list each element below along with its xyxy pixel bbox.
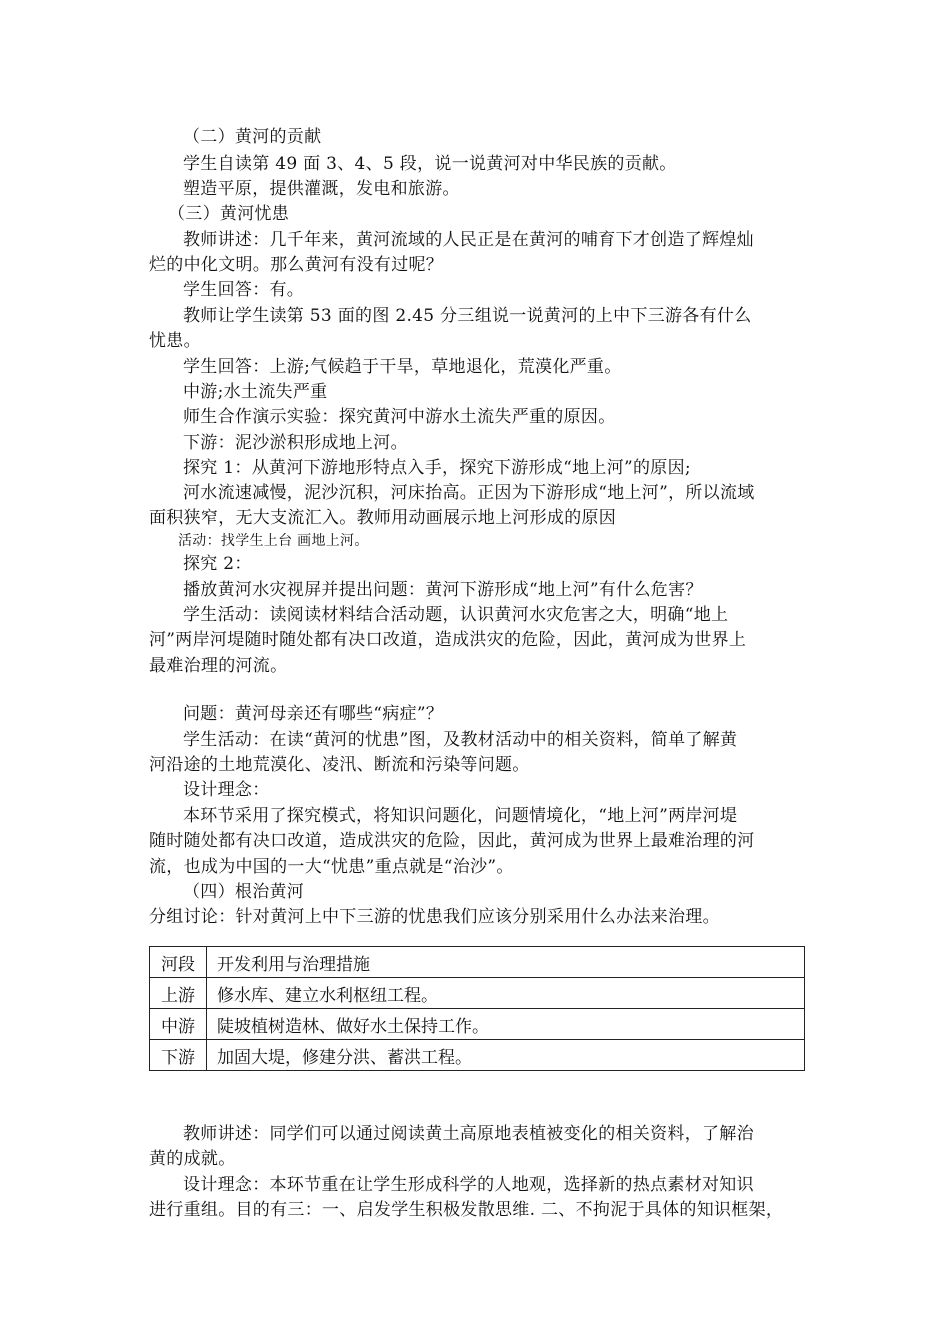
- paragraph-line: 分组讨论：针对黄河上中下三游的忧患我们应该分别采用什么办法来治理。: [149, 907, 720, 927]
- paragraph-line: 设计理念：: [183, 780, 270, 800]
- paragraph-line: 探究 2：: [183, 554, 252, 574]
- section-heading-governance: （四）根治黄河: [183, 882, 305, 902]
- table-cell: 加固大堤，修建分洪、蓄洪工程。: [207, 1040, 805, 1071]
- table-cell: 修水库、建立水利枢纽工程。: [207, 978, 805, 1009]
- river-measures-table: [149, 946, 805, 1071]
- paragraph-line: 探究 1：从黄河下游地形特点入手，探究下游形成“地上河”的原因;: [183, 458, 691, 478]
- paragraph-line: 师生合作演示实验：探究黄河中游水土流失严重的原因。: [183, 407, 616, 427]
- paragraph-line: 下游：泥沙淤积形成地上河。: [183, 433, 408, 453]
- paragraph-line: 河沿途的土地荒漠化、凌汛、断流和污染等问题。: [149, 755, 530, 775]
- paragraph-line: 本环节采用了探究模式，将知识问题化，问题情境化，“地上河”两岸河堤: [183, 806, 738, 826]
- paragraph-line: 进行重组。目的有三：一、启发学生积极发散思维. 二、不拘泥于具体的知识框架，: [149, 1200, 784, 1220]
- paragraph-line: 学生回答：有。: [183, 280, 305, 300]
- section-heading-worries: （三）黄河忧患: [168, 204, 290, 224]
- table-row: [150, 978, 805, 1009]
- table-row: [150, 1040, 805, 1071]
- table-cell: 中游: [150, 1009, 207, 1040]
- paragraph-line: 河水流速减慢，泥沙沉积，河床抬高。正因为下游形成“地上河”，所以流域: [183, 483, 755, 503]
- paragraph-line: 学生回答：上游;气候趋于干旱，草地退化，荒漠化严重。: [183, 357, 622, 377]
- paragraph-line: 最难治理的河流。: [149, 656, 288, 676]
- paragraph-line: 河”两岸河堤随时随处都有决口改道，造成洪灾的危险，因此，黄河成为世界上: [149, 630, 747, 650]
- paragraph-line: 播放黄河水灾视屏并提出问题：黄河下游形成“地上河”有什么危害？: [183, 580, 703, 600]
- table-cell: 下游: [150, 1040, 207, 1071]
- paragraph-line: 忧患。: [149, 331, 201, 351]
- paragraph-line: 塑造平原，提供灌溉，发电和旅游。: [183, 179, 460, 199]
- table-cell: 上游: [150, 978, 207, 1009]
- paragraph-line: 随时随处都有决口改道，造成洪灾的危险，因此，黄河成为世界上最难治理的河: [149, 831, 755, 851]
- paragraph-line: 问题：黄河母亲还有哪些“病症”？: [183, 704, 444, 724]
- table-row: [150, 1009, 805, 1040]
- paragraph-line: 流，也成为中国的一大“忧患”重点就是“治沙”。: [149, 857, 514, 877]
- paragraph-line: 教师讲述：同学们可以通过阅读黄土高原地表植被变化的相关资料，了解治: [183, 1124, 754, 1144]
- table-header-cell: 开发利用与治理措施: [207, 947, 805, 978]
- paragraph-line: 教师讲述：几千年来，黄河流域的人民正是在黄河的哺育下才创造了辉煌灿: [183, 230, 754, 250]
- table-header-cell: 河段: [150, 947, 207, 978]
- table-header-row: [150, 947, 805, 978]
- paragraph-line: 面积狭窄，无大支流汇入。教师用动画展示地上河形成的原因: [149, 508, 617, 528]
- section-heading-contribution: （二）黄河的贡献: [183, 127, 322, 147]
- paragraph-line: 中游;水土流失严重: [183, 382, 328, 402]
- activity-note: 活动：找学生上台 画地上河。: [178, 533, 369, 549]
- paragraph-line: 学生自读第 49 面 3、4、5 段，说一说黄河对中华民族的贡献。: [183, 154, 677, 174]
- paragraph-line: 学生活动：读阅读材料结合活动题，认识黄河水灾危害之大，明确“地上: [183, 605, 729, 625]
- table-cell: 陡坡植树造林、做好水土保持工作。: [207, 1009, 805, 1040]
- paragraph-line: 学生活动：在读“黄河的忧患”图，及教材活动中的相关资料，简单了解黄: [183, 730, 738, 750]
- paragraph-line: 烂的中化文明。那么黄河有没有过呢？: [149, 255, 444, 275]
- paragraph-line: 设计理念：本环节重在让学生形成科学的人地观，选择新的热点素材对知识: [183, 1175, 754, 1195]
- paragraph-line: 教师让学生读第 53 面的图 2.45 分三组说一说黄河的上中下三游各有什么: [183, 306, 752, 326]
- paragraph-line: 黄的成就。: [149, 1149, 236, 1169]
